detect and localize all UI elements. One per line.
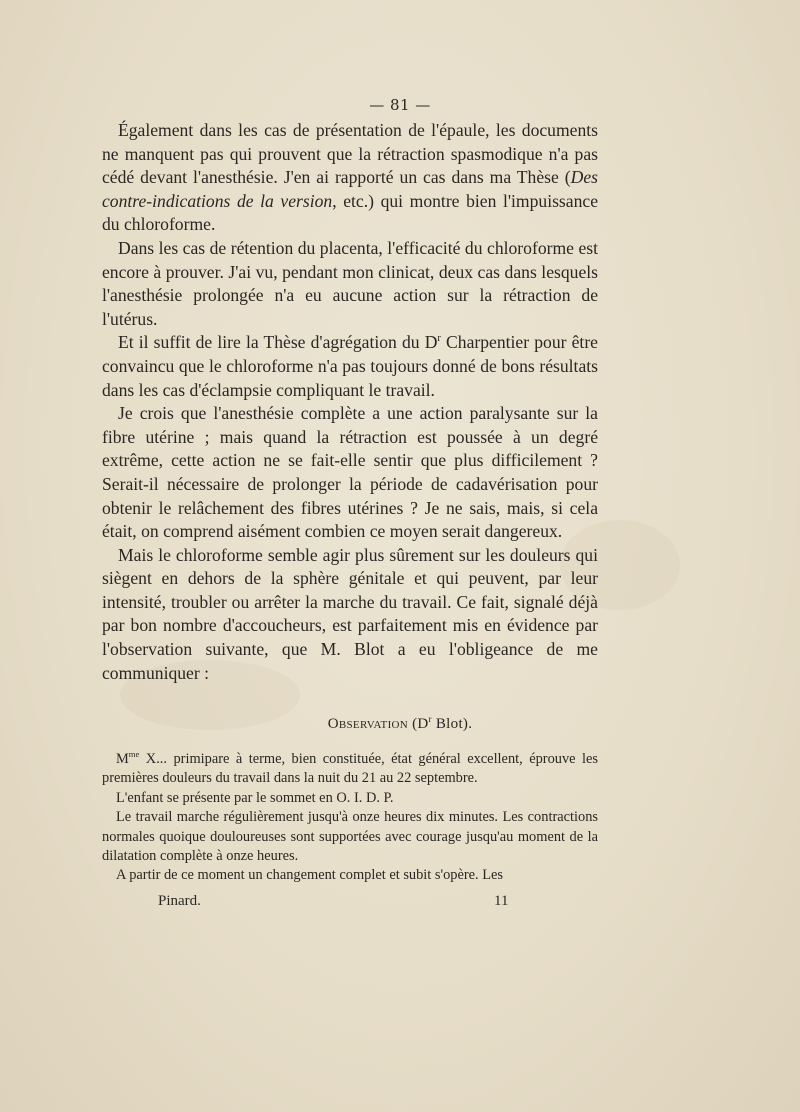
observation-paragraph: Le travail marche régulièrement jusqu'à onze heures dix minutes. Les contractions normales quoique douloureuses sont supportées avec courage jusqu'au moment de la dilatation complète à onze heures. <box>102 809 598 865</box>
paragraph: Je crois que l'anesthésie complète a une action paralysante sur la fibre utérine ; mais quand la rétraction est poussée à un degré extrême, cette action ne se fait-elle sentir que plus difficilement ? Serait-il nécessaire de prolonger la période de cadavérisation pour obtenir le relâchement des fibres utérines ? Je ne sais, mais, si cela était, on comprend aisément combien ce moyen serait dangereux. <box>102 403 598 542</box>
author-signature: Pinard. <box>158 893 201 909</box>
observation-text <box>102 750 598 886</box>
book-title: Des contre-indications de la version <box>102 167 598 211</box>
superscript: r <box>428 714 432 724</box>
page-number: — 81 — <box>369 96 431 114</box>
paragraph <box>102 119 598 237</box>
paragraph-text: , etc.) qui montre bien l'impuissance du chloroforme. <box>102 190 598 235</box>
paragraph-text: Et il suffit de lire la Thèse d'agrégation du D <box>118 332 438 353</box>
paragraph-text: X... primipare à terme, bien constituée, état général excellent, éprouve les premières douleurs du travail dans la nuit du 21 au 22 septembre. <box>102 751 598 787</box>
superscript: me <box>128 749 140 760</box>
paragraph-text: Charpentier pour être convaincu que le chloroforme n'a pas toujours donné de bons résultats dans les cas d'éclampsie compliquant le travail. <box>102 332 598 400</box>
main-text <box>102 119 598 685</box>
observation-paragraph: A partir de ce moment un changement complet et subit s'opère. Les <box>116 867 504 884</box>
observation-heading <box>0 716 800 733</box>
heading-text: Blot). <box>431 716 473 732</box>
paragraph: Dans les cas de rétention du placenta, l'efficacité du chloroforme est encore à prouver. J'ai vu, pendant mon clinicat, deux cas dans lesquels l'anesthésie prolongée n'a eu aucune action sur la rétraction de l'utérus. <box>102 237 598 329</box>
paragraph-text: Également dans les cas de présentation de l'épaule, les documents ne manquent pas qui prouvent que la rétraction spasmodique n'a pas cédé devant l'anesthésie. J'en ai rapporté un cas dans ma Thèse ( <box>102 120 598 188</box>
heading-text: Observation <box>327 716 409 732</box>
observation-paragraph: L'enfant se présente par le sommet en O. I. D. P. <box>116 789 394 806</box>
sheet-number: 11 <box>494 893 509 909</box>
observation-paragraph <box>102 750 598 789</box>
paragraph <box>102 331 598 402</box>
paragraph-text: M <box>116 751 129 767</box>
heading-text: (D <box>408 716 429 732</box>
superscript: r <box>437 333 441 345</box>
paragraph: Mais le chloroforme semble agir plus sûrement sur les douleurs qui siègent en dehors de la sphère génitale et qui peuvent, par leur intensité, troubler ou arrêter la marche du travail. Ce fait, signalé déjà par bon nombre d'accoucheurs, est parfaitement mis en évidence par l'observation suivante, que M. Blot a eu l'obligeance de me communiquer : <box>102 544 598 683</box>
